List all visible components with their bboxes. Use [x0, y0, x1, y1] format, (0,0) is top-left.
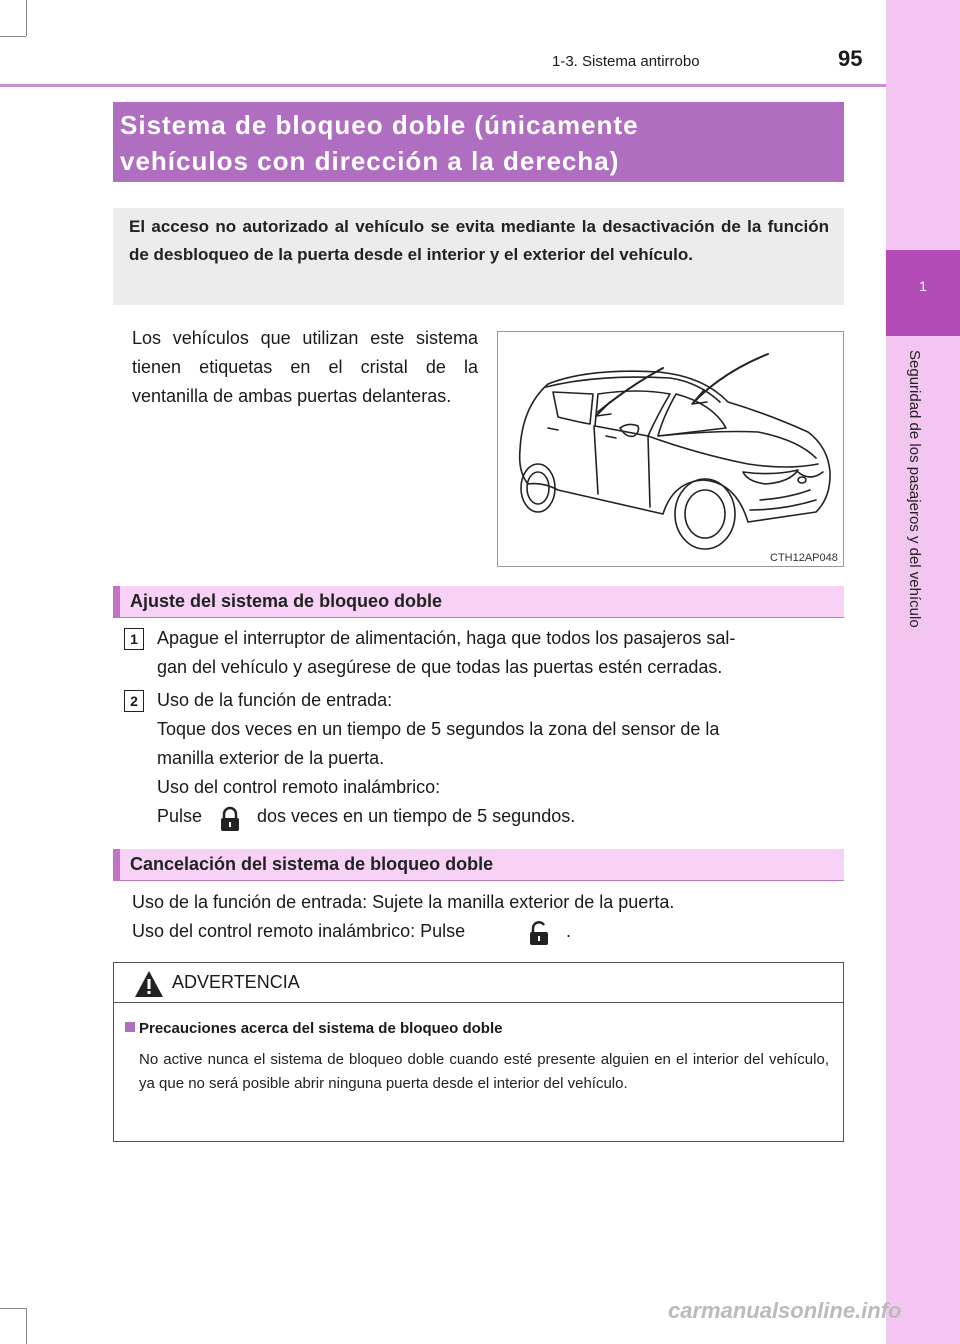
page-title: Sistema de bloqueo doble (únicamente vehículos con dirección a la derecha)	[120, 110, 639, 176]
square-bullet-icon	[125, 1022, 135, 1032]
crop-mark	[26, 1308, 27, 1344]
cancel-line-1: Uso de la función de entrada: Sujete la manilla exterior de la puerta.	[132, 892, 675, 912]
step-2-pulse-label: Pulse	[157, 806, 203, 826]
warning-heading: Precauciones acerca del sistema de bloqueo doble	[139, 1020, 503, 1037]
step-number: 1	[124, 628, 144, 650]
crop-mark	[0, 1308, 26, 1309]
lock-open-icon	[527, 920, 551, 946]
section-title: 1-3. Sistema antirrobo	[552, 53, 700, 70]
setting-heading: Ajuste del sistema de bloqueo doble	[130, 591, 443, 611]
step-2-line-4: Uso del control remoto inalámbrico:	[157, 777, 441, 797]
warning-divider	[114, 1002, 843, 1003]
header-rule	[0, 84, 886, 87]
cancel-line-2-end: .	[566, 921, 572, 941]
warning-triangle-icon	[133, 969, 165, 999]
warning-body: No active nunca el sistema de bloqueo doble cuando esté presente alguien en el interior del vehículo, ya que no será posible abrir ninguna puerta desde el interior del vehículo.	[139, 1051, 829, 1092]
chapter-title: Seguridad de los pasajeros y del vehículo	[906, 350, 923, 628]
step-2-pulse-text: dos veces en un tiempo de 5 segundos.	[257, 806, 576, 826]
intro-text: El acceso no autorizado al vehículo se evita mediante la desactivación de la función de desbloqueo de la puerta desde el interior y el exterior del vehículo.	[129, 217, 829, 264]
step-1-line-2: gan del vehículo y asegúrese de que todas las puertas estén cerradas.	[157, 657, 723, 677]
step-2-line-3: manilla exterior de la puerta.	[157, 748, 385, 768]
figure-code: CTH12AP048	[770, 552, 838, 564]
cancel-line-2: Uso del control remoto inalámbrico: Pulse	[132, 921, 466, 941]
step-number: 2	[124, 690, 144, 712]
car-illustration	[497, 331, 844, 567]
step-1-line-1: Apague el interruptor de alimentación, haga que todos los pasajeros sal-	[157, 628, 736, 648]
warning-title: ADVERTENCIA	[172, 972, 300, 992]
body-paragraph: Los vehículos que utilizan este sistema tienen etiquetas en el cristal de la ventanilla de ambas puertas delanteras.	[132, 328, 478, 406]
step-2-line-1: Uso de la función de entrada:	[157, 690, 393, 710]
lock-closed-icon	[218, 806, 242, 832]
step-2-line-2: Toque dos veces en un tiempo de 5 segundos la zona del sensor de la	[157, 719, 720, 739]
page-number: 95	[838, 46, 863, 71]
cancel-heading: Cancelación del sistema de bloqueo doble	[130, 854, 494, 874]
crop-mark	[26, 0, 27, 36]
watermark: carmanualsonline.info	[668, 1298, 902, 1323]
crop-mark	[0, 36, 26, 37]
car-drawing	[498, 332, 843, 566]
chapter-number: 1	[919, 278, 927, 294]
